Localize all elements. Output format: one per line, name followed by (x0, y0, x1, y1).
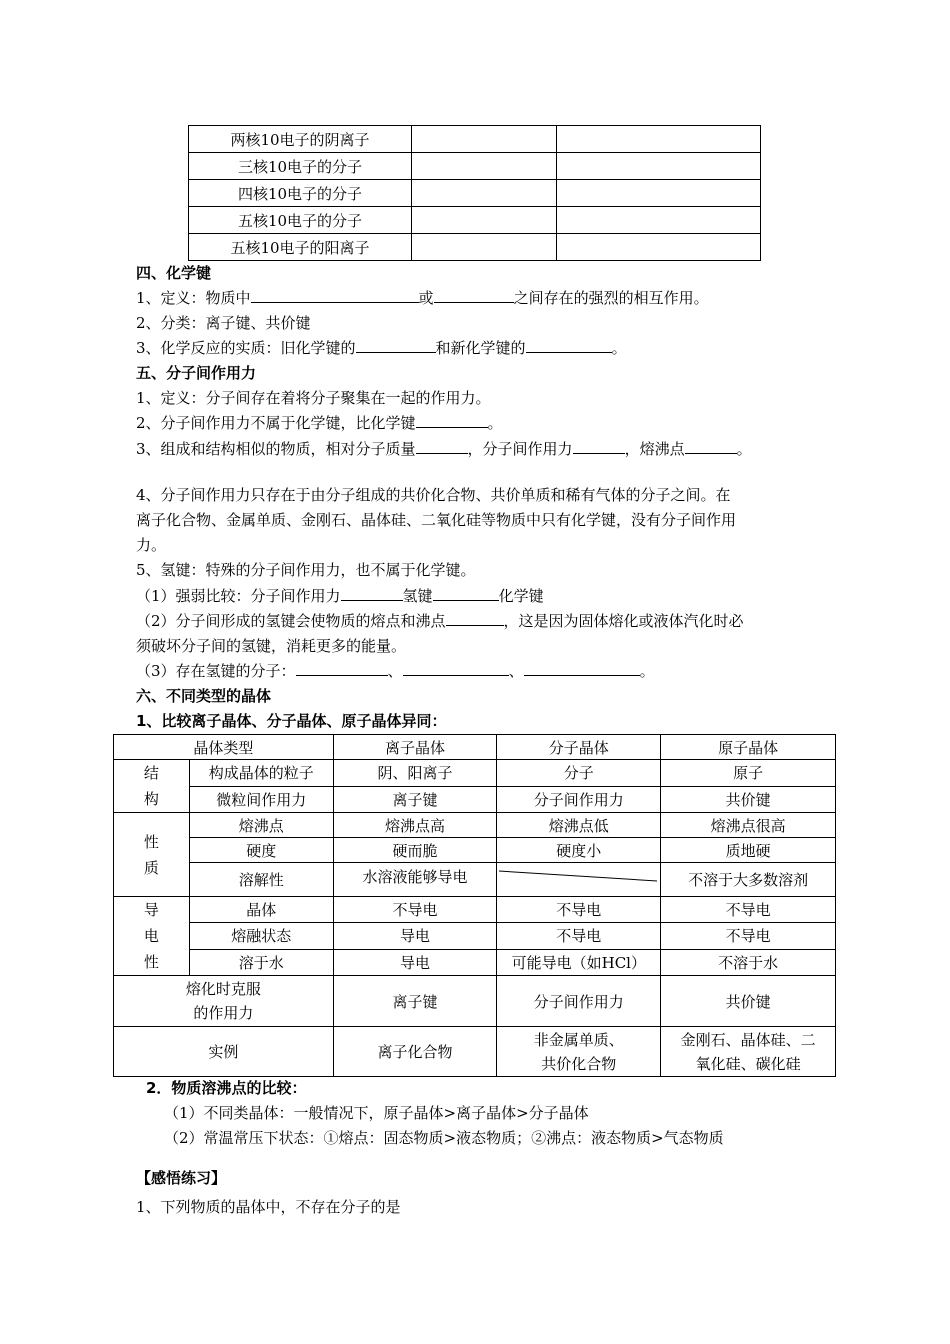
blank (341, 586, 403, 601)
cell-line: 熔化时克服 (185, 980, 261, 998)
section-6-heading: 六、不同类型的晶体 (136, 687, 272, 705)
text: 。 (487, 414, 503, 432)
text: ，分子间作用力 (467, 440, 573, 458)
blank (296, 661, 388, 676)
blank (524, 661, 640, 676)
section-4-heading: 四、化学键 (136, 264, 212, 282)
text: 、 (508, 662, 524, 680)
table-cell: 不溶于大多数溶剂 (661, 863, 836, 897)
cell-line: 金刚石、晶体硅、二 (680, 1030, 816, 1049)
table-cell: 实例 (114, 1027, 334, 1077)
sec5-line-1: 1、定义：分子间存在着将分子聚集在一起的作用力。 (136, 389, 491, 407)
blank-cell (557, 126, 761, 153)
group-label-text: 性质 (143, 832, 159, 877)
text: （2）分子间形成的氢键会使物质的熔点和沸点 (136, 612, 446, 630)
sec5-line-3 (136, 439, 752, 459)
blank (403, 661, 509, 676)
crystal-comparison-table (113, 734, 836, 1077)
table-cell: 不导电 (497, 923, 661, 949)
blank-cell (557, 207, 761, 234)
blank-cell (412, 126, 557, 153)
blank (251, 288, 419, 303)
table-cell: 熔沸点高 (333, 813, 497, 838)
table-cell: 五核10电子的分子 (189, 207, 412, 234)
blank (416, 413, 488, 428)
comparison-1: （1）不同类晶体：一般情况下，原子晶体>离子晶体>分子晶体 (164, 1104, 589, 1122)
sec5-line-5-3 (136, 661, 655, 681)
comparison-2: （2）常温常压下状态：①熔点：固态物质>液态物质；②沸点：液态物质>气态物质 (164, 1129, 724, 1147)
text: 化学键 (498, 587, 544, 605)
table-cell: 导电 (333, 949, 497, 975)
text: 1、定义：物质中 (136, 289, 251, 307)
blank (526, 338, 612, 353)
blank (573, 439, 625, 454)
sec4-line-3 (136, 338, 627, 358)
table-cell (114, 976, 334, 1027)
table-cell: 水溶液能够导电 (333, 863, 497, 897)
text: 或 (418, 289, 434, 307)
text: 、 (387, 662, 403, 680)
table-cell: 阴、阳离子 (333, 760, 497, 787)
ten-electron-table (188, 125, 761, 261)
table-cell (497, 1027, 661, 1077)
group-label-text: 结构 (143, 764, 159, 808)
cell-line: 共价化合物 (541, 1054, 617, 1073)
diagonal-line (497, 863, 661, 897)
text: 2、分子间作用力不属于化学键，比化学键 (136, 414, 416, 432)
sec5-line-4a: 4、分子间作用力只存在于由分子组成的共价化合物、共价单质和稀有气体的分子之间。在 (136, 486, 731, 504)
table-cell: 四核10电子的分子 (189, 180, 412, 207)
blank-cell (412, 180, 557, 207)
text: 和新化学键的 (435, 339, 526, 357)
table-cell: 导电 (333, 923, 497, 949)
sec6-sub-2: 2．物质溶沸点的比较： (146, 1079, 307, 1097)
sec5-line-4c: 力。 (136, 536, 167, 554)
table-cell: 构成晶体的粒子 (189, 760, 333, 787)
text: （1）强弱比较：分子间作用力 (136, 587, 341, 605)
table-cell: 不溶于水 (661, 949, 836, 975)
table-cell: 共价键 (661, 976, 836, 1027)
group-label (114, 760, 190, 813)
table-cell: 分子间作用力 (497, 786, 661, 813)
table-cell: 硬而脆 (333, 838, 497, 863)
table-cell: 离子化合物 (333, 1027, 497, 1077)
blank (446, 611, 504, 626)
blank (434, 288, 514, 303)
table-cell: 离子键 (333, 976, 497, 1027)
header-cell: 晶体类型 (114, 735, 334, 760)
table-cell: 分子 (497, 760, 661, 787)
sec5-line-5-1 (136, 586, 544, 606)
table-cell: 不导电 (661, 897, 836, 923)
text: ，这是因为固体熔化或液体汽化时必 (503, 612, 744, 630)
header-cell: 原子晶体 (661, 735, 836, 760)
table-cell: 熔沸点 (189, 813, 333, 838)
table-cell: 不导电 (333, 897, 497, 923)
blank-cell (557, 153, 761, 180)
question-1: 1、下列物质的晶体中，不存在分子的是 (136, 1198, 401, 1216)
text: 3、化学反应的实质：旧化学键的 (136, 339, 356, 357)
table-cell: 共价键 (661, 786, 836, 813)
group-label (114, 897, 190, 976)
text: 氢键 (402, 587, 433, 605)
table-cell: 微粒间作用力 (189, 786, 333, 813)
sec5-line-5-2b: 须破坏分子间的氢键，消耗更多的能量。 (136, 637, 407, 655)
table-cell: 可能导电（如HCl） (497, 949, 661, 975)
table-cell: 离子键 (333, 786, 497, 813)
sec5-line-2 (136, 413, 503, 433)
blank-cell (412, 234, 557, 261)
table-cell: 质地硬 (661, 838, 836, 863)
table-cell: 分子间作用力 (497, 976, 661, 1027)
sec6-sub-1: 1、比较离子晶体、分子晶体、原子晶体异同： (136, 712, 447, 730)
group-label-text: 导电性 (143, 901, 159, 971)
cell-line: 氧化硅、碳化硅 (695, 1054, 801, 1073)
table-cell: 晶体 (189, 897, 333, 923)
table-cell: 溶于水 (189, 949, 333, 975)
table-cell: 硬度 (189, 838, 333, 863)
table-cell: 三核10电子的分子 (189, 153, 412, 180)
blank (416, 439, 468, 454)
practice-heading: 【感悟练习】 (136, 1169, 227, 1187)
sec5-line-5-2 (136, 611, 744, 631)
table-cell: 原子 (661, 760, 836, 787)
text: 。 (736, 440, 752, 458)
table-cell: 两核10电子的阴离子 (189, 126, 412, 153)
text: （3）存在氢键的分子： (136, 662, 296, 680)
slash-cell (497, 863, 661, 897)
header-cell: 离子晶体 (333, 735, 497, 760)
cell-line: 的作用力 (193, 1004, 254, 1022)
section-5-heading: 五、分子间作用力 (136, 364, 257, 382)
blank-cell (412, 153, 557, 180)
text: ，熔沸点 (624, 440, 685, 458)
text: 。 (611, 339, 627, 357)
blank-cell (557, 180, 761, 207)
cell-line: 非金属单质、 (533, 1030, 624, 1049)
group-label (114, 813, 190, 897)
blank-cell (412, 207, 557, 234)
header-cell: 分子晶体 (497, 735, 661, 760)
sec4-line-1 (136, 288, 709, 308)
blank-cell (557, 234, 761, 261)
table-cell: 不导电 (497, 897, 661, 923)
table-cell: 熔沸点很高 (661, 813, 836, 838)
text: 3、组成和结构相似的物质，相对分子质量 (136, 440, 416, 458)
blank (433, 586, 499, 601)
sec4-line-2: 2、分类：离子键、共价键 (136, 314, 311, 332)
blank (356, 338, 436, 353)
text: 。 (639, 662, 655, 680)
table-cell (661, 1027, 836, 1077)
table-cell: 五核10电子的阳离子 (189, 234, 412, 261)
text: 之间存在的强烈的相互作用。 (513, 289, 709, 307)
table-cell: 熔沸点低 (497, 813, 661, 838)
table-cell: 溶解性 (189, 863, 333, 897)
table-cell: 熔融状态 (189, 923, 333, 949)
blank (685, 439, 737, 454)
sec5-line-4b: 离子化合物、金属单质、金刚石、晶体硅、二氧化硅等物质中只有化学键，没有分子间作用 (136, 511, 737, 529)
sec5-line-5: 5、氢键：特殊的分子间作用力，也不属于化学键。 (136, 561, 476, 579)
table-cell: 硬度小 (497, 838, 661, 863)
table-cell: 不导电 (661, 923, 836, 949)
